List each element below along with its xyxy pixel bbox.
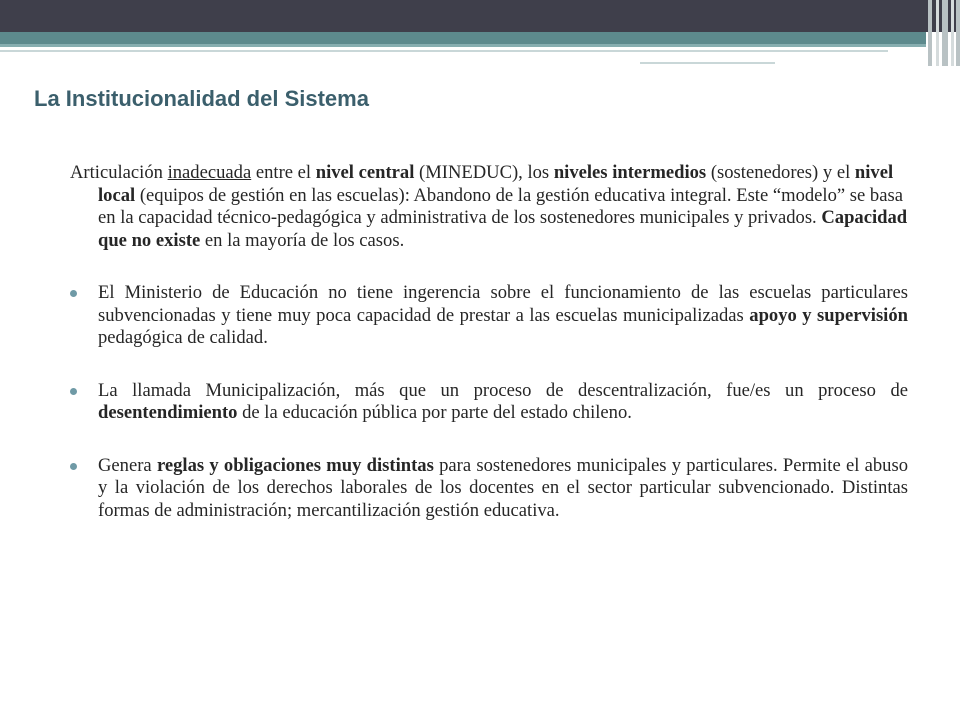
text-run: Articulación (70, 162, 168, 183)
bold-term: reglas y obligaciones muy distintas (156, 454, 434, 476)
decorative-line (0, 50, 888, 52)
decorative-line-short (640, 62, 775, 64)
slide-body (70, 162, 908, 552)
top-decorative-bar (0, 0, 960, 32)
underlined-term: inadecuada (167, 162, 252, 183)
right-decorative-bar (951, 0, 954, 66)
right-decorative-bar (942, 0, 948, 66)
bullet-dot-icon (70, 463, 77, 470)
bullet-dot-icon (70, 388, 77, 395)
bullet-item (70, 380, 908, 425)
text-run: El Ministerio de Educación no tiene ingerencia sobre el funcionamiento de las escuelas particulares subvencionadas y tiene muy poca capacidad de prestar a las escuelas municipalizadas (98, 282, 908, 326)
slide-title: La Institucionalidad del Sistema (34, 86, 369, 111)
accent-stripe-light (0, 44, 926, 47)
text-run: (sostenedores) y el (706, 162, 855, 183)
text-run: en la mayoría de los casos. (200, 229, 405, 251)
bold-term: desentendimiento (98, 402, 238, 423)
bullet-item (70, 282, 908, 350)
text-run: pedagógica de calidad. (98, 327, 268, 348)
intro-paragraph (70, 162, 908, 252)
bold-term: niveles intermedios (553, 162, 707, 183)
text-run: (equipos de gestión en las escuelas): Abandono de la gestión educativa integral. Este “modelo” se basa en la capacidad técnico-pedagógica y administrativa de los sostenedores municipales y privados. (98, 184, 903, 228)
bold-term: nivel central (315, 162, 415, 183)
right-decorative-bar (936, 0, 939, 66)
bullet-dot-icon (70, 290, 77, 297)
text-run: entre el (251, 162, 316, 183)
text-run: para sostenedores municipales y particulares. Permite el abuso y la violación de los derechos laborales de los docentes en el sector particular subvencionado. Distintas formas de administración; mercantilización gestión educativa. (98, 454, 909, 521)
bullet-item (70, 455, 908, 523)
bold-term: nivel local (98, 162, 894, 206)
right-decorative-bar (956, 0, 960, 66)
right-decorative-bar (928, 0, 932, 66)
text-run: La llamada Municipalización, más que un proceso de descentralización, fue/es un proceso de (98, 379, 908, 401)
top-accent-stripe (0, 32, 926, 44)
text-run: (MINEDUC), los (414, 162, 554, 183)
text-run: Genera (98, 454, 157, 476)
bold-term: apoyo y supervisión (749, 304, 908, 326)
text-run: de la educación pública por parte del estado chileno. (237, 402, 632, 423)
bold-term: Capacidad que no existe (98, 207, 908, 251)
